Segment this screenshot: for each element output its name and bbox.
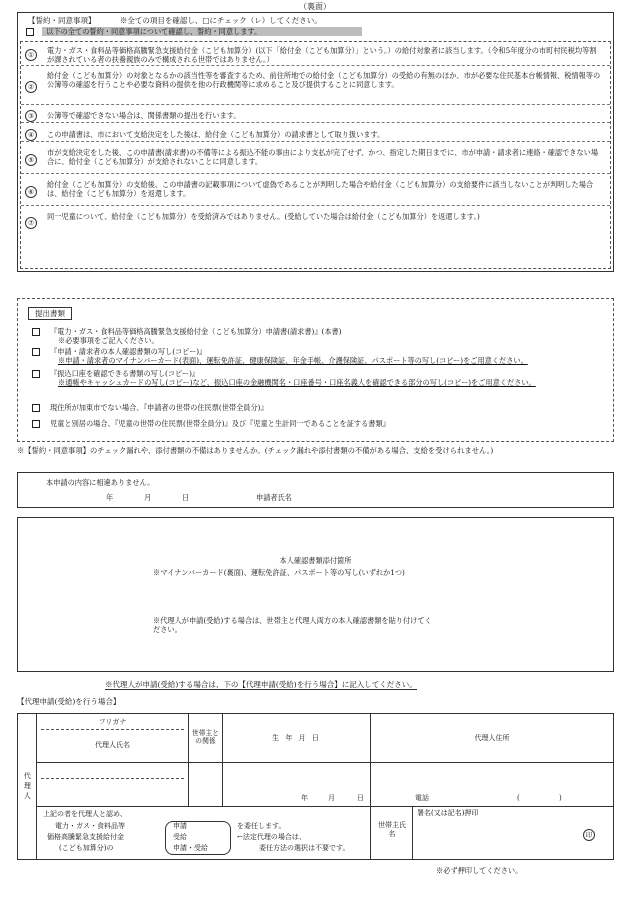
doc-checkbox[interactable] <box>32 328 40 336</box>
oath-item <box>21 210 610 236</box>
consent-all-label: 以下の全ての誓約・同意事項について確認し、誓約・同意します。 <box>42 27 362 36</box>
oath-instruction: ※全ての項目を確認し、□にチェック（レ）してください。 <box>119 16 322 25</box>
oath-item-text: 市が支給決定をした後、この申請書(請求書)の不備等による振込不能の事由により支払が完了せず、かつ、指定した期日までに、市が申請・請求者に連絡・確認できない場合に、給付金（こども加算分）が支給されないことに同意します。 <box>47 148 599 166</box>
doc-item[interactable] <box>32 369 601 387</box>
consent-all-checkbox[interactable] <box>26 28 34 36</box>
doc-checkbox[interactable] <box>32 370 40 378</box>
doc-title: 『電力・ガス・食料品等価格高騰緊急支援給付金（こども加算分）申請書(請求書)』(本書) <box>50 327 342 336</box>
birth-day: 日 <box>357 794 364 803</box>
doc-title: 現住所が加東市でない場合、『申請者の世帯の住民票(世帯全員分)』 <box>50 403 268 412</box>
birth-month: 月 <box>328 794 335 803</box>
birth-year: 年 <box>301 794 308 803</box>
proxy-notice: ※代理人が申請(受給)する場合は、下の【代理申請(受給)を行う場合】に記入してください。 <box>105 680 417 689</box>
doc-note: ※必要事項をご記入ください。 <box>58 336 159 345</box>
doc-item[interactable] <box>32 327 601 345</box>
confirm-box <box>17 472 614 508</box>
proxy-side-label: 代理人 <box>18 714 37 860</box>
confirm-text: 本申請の内容に相違ありません。 <box>46 478 155 487</box>
doc-title: 『振込口座を確認できる書類の写し(コピー)』 <box>50 369 200 378</box>
doc-note: ※申請・請求者のマイナンバーカード(表面)、運転免許証、健康保険証、年金手帳、介護保険証、パスポート等の写し(コピー)をご用意ください。 <box>58 356 528 365</box>
doc-item[interactable] <box>32 419 601 428</box>
page-label: （裏面） <box>299 2 331 11</box>
oath-item-text: 電力・ガス・食料品等価格高騰緊急支援給付金（こども加算分）(以下「給付金（こども加算分）」という。）の給付対象者に該当します。（令和5年度分の市町村民税均等割が課されている者の扶養親族のみで構成される世帯ではありません。） <box>47 46 597 64</box>
delegate-line1: 上記の者を代理人と認め、 <box>43 810 127 818</box>
delegate-tail2: ←法定代理の場合は、 <box>237 833 306 841</box>
oath-item <box>21 128 610 142</box>
oath-heading: 【誓約・同意事項】 <box>28 16 96 25</box>
head-sign-cell[interactable] <box>371 807 614 860</box>
id-box-note2: ※代理人が申請(受給)する場合は、世帯主と代理人両方の本人確認書類を貼り付けてください。 <box>153 616 432 634</box>
oath-item <box>21 178 610 206</box>
consent-all-row[interactable] <box>26 27 376 39</box>
doc-title: 児童と別居の場合、『児童の世帯の住民票(世帯全員分)』及び『児童と生計同一であることを証する書類』 <box>50 419 390 428</box>
doc-checkbox[interactable] <box>32 404 40 412</box>
id-box-note1: ※マイナンバーカード(裏面)、運転免許証、パスポート等の写し(いずれか1つ) <box>153 568 405 577</box>
proxy-heading: 【代理申請(受給)を行う場合】 <box>17 697 121 706</box>
oath-item-number: ⑦ <box>25 217 37 229</box>
seal-mark: 印 <box>583 829 595 841</box>
oath-item <box>21 69 610 105</box>
oath-item-text: 公簿等で確認できない場合は、関係書類の提出を行います。 <box>47 111 241 120</box>
docs-heading: 提出書類 <box>28 307 72 320</box>
doc-checkbox[interactable] <box>32 348 40 356</box>
doc-item[interactable] <box>32 347 601 365</box>
birth-cell[interactable] <box>223 763 371 807</box>
oath-section <box>17 12 614 272</box>
oath-item-text: この申請書は、市において支給決定をした後は、給付金（こども加算分）の請求書として取り扱います。 <box>47 130 385 139</box>
delegation-cell <box>37 807 371 860</box>
doc-title: 『申請・請求者の本人確認書類の写し(コピー)』 <box>50 347 207 356</box>
furigana-label: フリガナ <box>98 718 127 726</box>
phone-paren-close: ) <box>559 794 562 803</box>
delegate-tail3: 委任方法の選択は不要です。 <box>259 844 350 852</box>
sign-label: 署名(又は記名)押印 <box>417 809 479 817</box>
address-label: 代理人住所 <box>371 714 614 763</box>
phone-label: 電話 <box>415 794 429 803</box>
phone-paren-open: ( <box>517 794 520 803</box>
confirm-year: 年 <box>106 493 114 502</box>
warning-text: ※【誓約・同意事項】のチェック漏れや、添付書類の不備はありませんか。(チェック漏れや添付書類の不備がある場合、支給を受けられません。) <box>17 446 494 455</box>
applicant-name-label: 申請者氏名 <box>256 493 292 502</box>
doc-checkbox[interactable] <box>32 420 40 428</box>
oath-items-box <box>20 41 611 269</box>
oath-item <box>21 44 610 66</box>
option-apply[interactable]: 申請 <box>173 822 187 830</box>
oath-item-number: ⑤ <box>25 154 37 166</box>
oath-item-number: ③ <box>25 110 37 122</box>
id-attach-box <box>17 517 614 672</box>
confirm-month: 月 <box>144 493 152 502</box>
oath-item <box>21 109 610 123</box>
oath-item-number: ② <box>25 81 37 93</box>
head-name-label: 世帯主氏名 <box>378 821 406 839</box>
oath-item-text: 給付金（こども加算分）の支給後、この申請書の記載事項について虚偽であることが判明した場合や給付金（こども加算分）の支給要件に該当しないことが判明した場合は、給付金（こども加算分）を返還します。 <box>47 180 594 198</box>
seal-footnote: ※必ず押印してください。 <box>436 866 523 875</box>
proxy-name-cell[interactable] <box>37 763 189 807</box>
proxy-name-label: 代理人氏名 <box>95 741 130 749</box>
option-apply-receive[interactable]: 申請・受給 <box>173 844 208 852</box>
doc-item[interactable] <box>32 403 601 412</box>
option-receive[interactable]: 受給 <box>173 833 187 841</box>
id-box-title: 本人確認書類添付箇所 <box>279 556 352 565</box>
delegate-line3: 価格高騰緊急支援給付金 <box>47 833 124 841</box>
docs-section <box>17 298 614 442</box>
oath-item-text: 同一児童について、給付金（こども加算分）を受給済みではありません。(受給していた場合は給付金（こども加算分）を返還します。) <box>47 212 480 221</box>
proxy-table <box>17 713 614 859</box>
oath-item-number: ⑥ <box>25 186 37 198</box>
relation-label: 世帯主との関係 <box>189 714 223 763</box>
relation-cell[interactable] <box>189 763 223 807</box>
oath-item-text: 給付金（こども加算分）の対象となるかの該当性等を審査するため、前住所地での給付金（こども加算分）の受給の有無のほか、市が必要な住民基本台帳情報、税情報等の公簿等の確認を行うことや必要な資料の提供を他の行政機関等に求めること及び提供することに同意します。 <box>47 71 601 89</box>
delegate-line4: (こども加算分)の <box>59 844 114 852</box>
oath-item-number: ④ <box>25 129 37 141</box>
delegate-tail1: を委任します。 <box>237 822 286 830</box>
delegate-line2: 電力・ガス・食料品等 <box>55 822 125 830</box>
oath-item-number: ① <box>25 49 37 61</box>
address-cell[interactable] <box>371 763 614 807</box>
confirm-day: 日 <box>182 493 190 502</box>
birth-label: 生 年 月 日 <box>223 714 371 763</box>
doc-note: ※通帳やキャッシュカードの写し(コピー)など、振込口座の金融機関名・口座番号・口座名義人を確認できる部分の写し(コピー)をご用意ください。 <box>58 378 536 387</box>
oath-item <box>21 146 610 174</box>
